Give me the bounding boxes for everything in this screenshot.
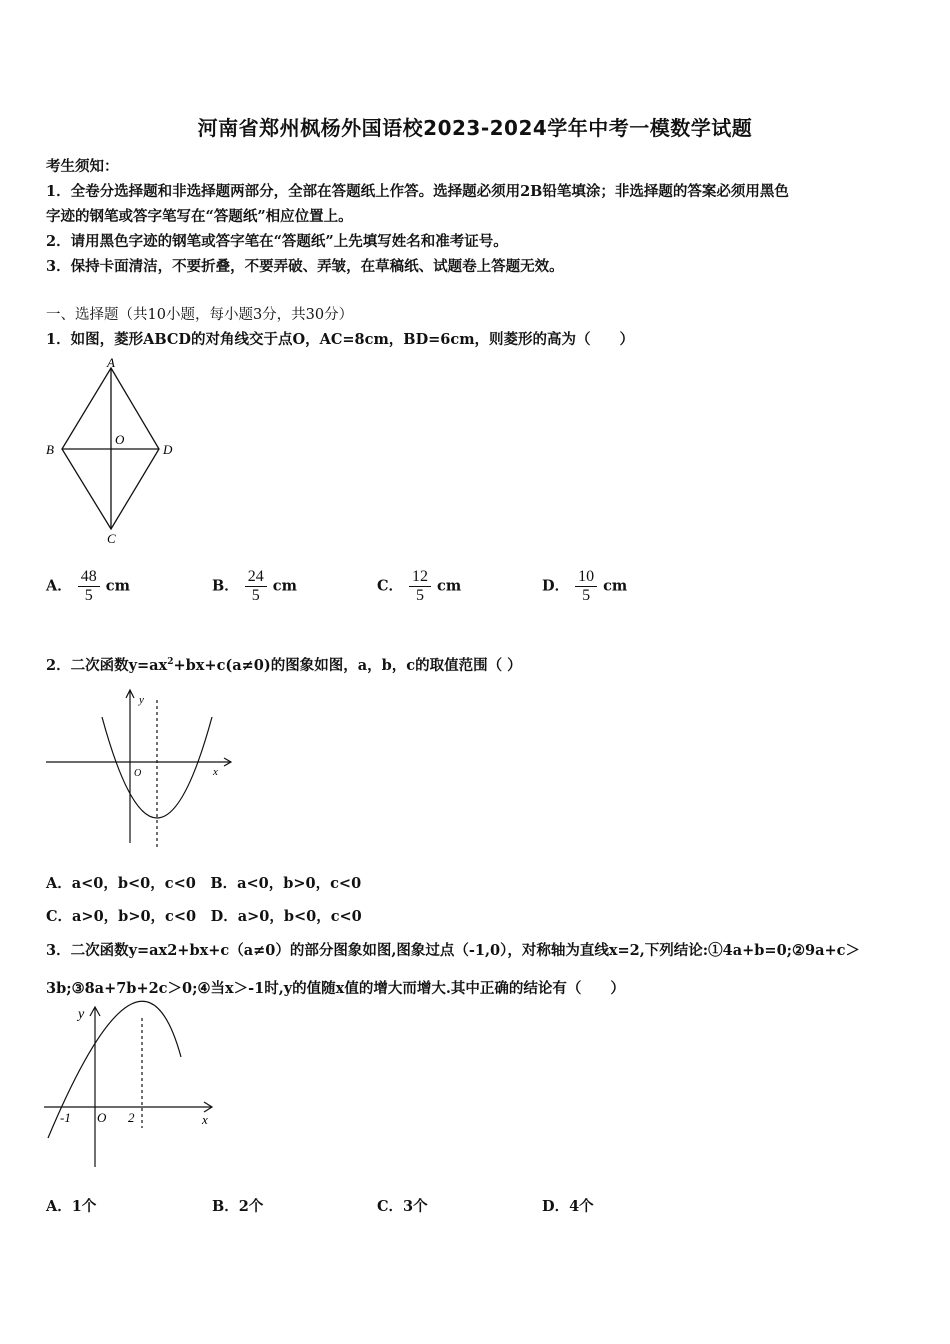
- question-1-text: 1．如图，菱形ABCD的对角线交于点O，AC=8cm，BD=6cm，则菱形的高为（ ）: [46, 331, 635, 348]
- question-2-options-row2[interactable]: C．a>0，b>0，c<0 D．a>0，b<0，c<0: [46, 908, 362, 925]
- origin-label: O: [134, 768, 142, 779]
- page-title: 河南省郑州枫杨外国语校2023-2024学年中考一模数学试题: [197, 116, 753, 140]
- y-axis-label: y: [139, 694, 144, 706]
- vertex-label-a: A: [107, 355, 115, 370]
- rhombus-figure: [40, 352, 190, 552]
- tick-label-2: 2: [128, 1110, 135, 1125]
- x-axis-label: x: [213, 766, 218, 778]
- x-axis-label: x: [202, 1112, 208, 1127]
- notice-item: 2．请用黑色字迹的钢笔或答字笔在“答题纸”上先填写姓名和准考证号。: [46, 233, 508, 250]
- parabola-figure-1: [40, 685, 240, 855]
- vertex-label-c: C: [107, 531, 116, 546]
- parabola-figure-2: [40, 1000, 230, 1175]
- notice-item: 1．全卷分选择题和非选择题两部分，全部在答题纸上作答。选择题必须用2B铅笔填涂；非选择题的答案必须用黑色: [46, 183, 789, 200]
- option-d[interactable]: D．4个: [542, 1198, 594, 1215]
- center-label-o: O: [115, 432, 125, 447]
- origin-label: O: [97, 1110, 107, 1125]
- tick-label-neg1: -1: [60, 1110, 71, 1125]
- option-b[interactable]: B．2个: [212, 1198, 264, 1215]
- option-a[interactable]: A．1个: [46, 1198, 97, 1215]
- question-3-text-line2: 3b;③8a+7b+2c＞0;④当x＞-1时,y的值随x值的增大而增大.其中正确的结论有（ ）: [46, 980, 625, 997]
- option-d[interactable]: D． $\frac{10}{5}$ cm: [542, 568, 628, 604]
- question-3-text-line1: 3．二次函数y=ax2+bx+c（a≠0）的部分图象如图,图象过点（-1,0），对称轴为直线x=2,下列结论:①4a+b=0;②9a+c＞: [46, 942, 860, 959]
- option-c[interactable]: C．3个: [377, 1198, 428, 1215]
- question-2-options-row1[interactable]: A．a<0，b<0，c<0 B．a<0，b>0，c<0: [46, 875, 362, 892]
- notice-item: 字迹的钢笔或答字笔写在“答题纸”相应位置上。: [46, 208, 353, 225]
- question-2-text: 2．二次函数$y=ax^2+bx+c(a\ne 0)$的图象如图，a，b，c的取值范围（ ）: [46, 657, 522, 674]
- option-b[interactable]: B． $\frac{24}{5}$ cm: [212, 568, 297, 604]
- vertex-label-d: D: [163, 442, 173, 457]
- option-c[interactable]: C． $\frac{12}{5}$ cm: [377, 568, 462, 604]
- notice-heading: 考生须知：: [46, 158, 119, 175]
- option-a[interactable]: A． $\frac{48}{5}$ cm: [46, 568, 130, 604]
- vertex-label-b: B: [46, 442, 54, 457]
- y-axis-label: y: [78, 1007, 85, 1022]
- section-heading: 一、选择题（共10小题，每小题3分，共30分）: [46, 307, 354, 323]
- notice-item: 3．保持卡面清洁，不要折叠，不要弄破、弄皱，在草稿纸、试题卷上答题无效。: [46, 258, 564, 275]
